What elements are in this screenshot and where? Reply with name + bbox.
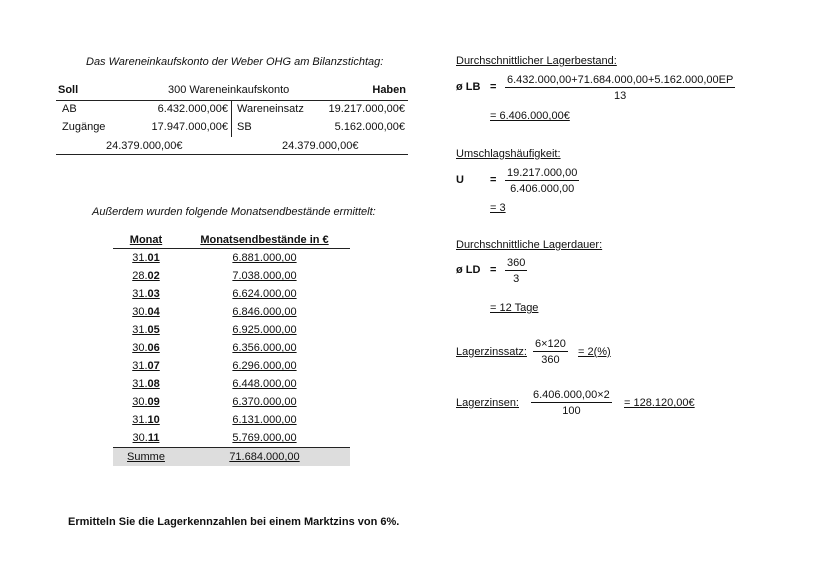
monat-month: 10 — [147, 414, 160, 426]
monat-month: 03 — [147, 288, 160, 300]
zinssatz-label: Lagerzinssatz: — [456, 346, 527, 358]
monat-month: 01 — [147, 252, 160, 264]
monat-value: 6.370.000,00 — [232, 396, 297, 408]
table-row — [113, 285, 350, 303]
u-result: = 3 — [490, 202, 506, 214]
tkonto-total-left: 24.379.000,00€ — [106, 140, 183, 152]
u-denominator: 6.406.000,00 — [510, 183, 575, 195]
zinsen-numerator: 6.406.000,00×2 — [533, 389, 610, 401]
zinsen-label: Lagerzinsen: — [456, 397, 519, 409]
zinssatz-result: = 2(%) — [578, 346, 611, 358]
monat-day: 31. — [132, 252, 148, 264]
monat-day: 28. — [132, 270, 148, 282]
zinssatz-denominator: 360 — [541, 354, 560, 366]
tkonto-total-line — [56, 154, 408, 155]
lb-eq: = — [490, 81, 497, 93]
tkonto-row-ab-label: AB — [62, 103, 77, 115]
monat-sum-label: Summe — [113, 448, 179, 467]
table-row — [113, 321, 350, 339]
monat-day: 31. — [132, 378, 148, 390]
tkonto-header — [56, 82, 408, 101]
table-row — [113, 429, 350, 448]
monat-value: 5.769.000,00 — [232, 432, 297, 444]
table-row — [113, 339, 350, 357]
monat-date — [113, 357, 179, 375]
table-row — [113, 267, 350, 285]
ld-numerator: 360 — [507, 257, 526, 269]
monat-month: 09 — [147, 396, 160, 408]
monat-month: 04 — [147, 306, 160, 318]
ld-denominator: 3 — [513, 273, 520, 285]
lb-fraction — [505, 74, 735, 102]
ld-heading: Durchschnittliche Lagerdauer: — [456, 239, 603, 251]
ld-result: = 12 Tage — [490, 302, 539, 314]
monat-month: 05 — [147, 324, 160, 336]
zinssatz-numerator: 6×120 — [535, 338, 566, 350]
haben-label: Haben — [372, 84, 406, 96]
u-numerator: 19.217.000,00 — [507, 167, 578, 179]
monat-date — [113, 375, 179, 393]
tkonto-divider — [231, 101, 232, 137]
tkonto-total-right: 24.379.000,00€ — [282, 140, 359, 152]
lb-heading: Durchschnittlicher Lagerbestand: — [456, 55, 617, 67]
monat-month: 11 — [147, 432, 160, 444]
monat-day: 31. — [132, 414, 148, 426]
zinsen-result: = 128.120,00€ — [624, 397, 695, 409]
monat-sum-value: 71.684.000,00 — [179, 448, 350, 467]
tkonto-row-wareneinsatz-label: Wareneinsatz — [237, 103, 304, 115]
table-row — [113, 303, 350, 321]
ld-eq: = — [490, 264, 497, 276]
monat-table — [113, 232, 350, 466]
monat-value: 7.038.000,00 — [232, 270, 297, 282]
monat-day: 30. — [132, 342, 148, 354]
lb-denominator: 13 — [614, 90, 627, 102]
monat-header-month: Monat — [113, 232, 179, 249]
monat-date — [113, 321, 179, 339]
u-symbol: U — [456, 174, 464, 186]
monat-header-value: Monatsendbestände in € — [179, 232, 350, 249]
monat-date — [113, 411, 179, 429]
monat-value: 6.131.000,00 — [232, 414, 297, 426]
konto-name: 300 Wareneinkaufskonto — [168, 84, 290, 96]
monat-date — [113, 267, 179, 285]
monat-date — [113, 303, 179, 321]
monat-value: 6.925.000,00 — [232, 324, 297, 336]
monat-title: Außerdem wurden folgende Monatsendbestände ermittelt: — [92, 206, 376, 218]
u-eq: = — [490, 174, 497, 186]
tkonto-title: Das Wareneinkaufskonto der Weber OHG am Bilanzstichtag: — [86, 56, 384, 68]
monat-day: 31. — [132, 360, 148, 372]
monat-value: 6.448.000,00 — [232, 378, 297, 390]
tkonto-row-zugaenge-value: 17.947.000,00€ — [151, 121, 228, 133]
soll-label: Soll — [58, 84, 79, 96]
monat-date — [113, 393, 179, 411]
monat-value: 6.846.000,00 — [232, 306, 297, 318]
zinsen-fraction — [531, 389, 612, 417]
monat-day: 30. — [132, 396, 148, 408]
u-fraction — [505, 167, 579, 195]
monat-day: 30. — [132, 306, 148, 318]
table-row — [113, 375, 350, 393]
tkonto-row-sb-label: SB — [237, 121, 252, 133]
table-row — [113, 393, 350, 411]
lb-numerator: 6.432.000,00+71.684.000,00+5.162.000,00EP — [507, 74, 734, 86]
monat-date — [113, 339, 179, 357]
ld-symbol: ø LD — [456, 264, 481, 276]
monat-value: 6.296.000,00 — [232, 360, 297, 372]
ld-fraction — [505, 257, 527, 285]
monat-value: 6.356.000,00 — [232, 342, 297, 354]
monat-value: 6.624.000,00 — [232, 288, 297, 300]
table-row — [113, 357, 350, 375]
monat-value: 6.881.000,00 — [232, 252, 297, 264]
monat-month: 06 — [147, 342, 160, 354]
monat-date — [113, 429, 179, 448]
monat-sum-row — [113, 448, 350, 467]
zinssatz-fraction — [533, 338, 568, 366]
zinsen-denominator: 100 — [562, 405, 581, 417]
monat-day: 30. — [132, 432, 148, 444]
monat-month: 07 — [147, 360, 160, 372]
monat-day: 31. — [132, 324, 148, 336]
task-text: Ermitteln Sie die Lagerkennzahlen bei einem Marktzins von 6%. — [68, 516, 400, 528]
monat-date — [113, 285, 179, 303]
monat-date — [113, 249, 179, 268]
monat-month: 02 — [147, 270, 160, 282]
u-heading: Umschlagshäufigkeit: — [456, 148, 561, 160]
monat-day: 31. — [132, 288, 148, 300]
table-row — [113, 249, 350, 268]
table-row — [113, 411, 350, 429]
tkonto-row-sb-value: 5.162.000,00€ — [334, 121, 405, 133]
tkonto-row-wareneinsatz-value: 19.217.000,00€ — [328, 103, 405, 115]
tkonto-row-zugaenge-label: Zugänge — [62, 121, 106, 133]
lb-symbol: ø LB — [456, 81, 481, 93]
monat-month: 08 — [147, 378, 160, 390]
tkonto-row-ab-value: 6.432.000,00€ — [157, 103, 228, 115]
lb-result: = 6.406.000,00€ — [490, 110, 570, 122]
